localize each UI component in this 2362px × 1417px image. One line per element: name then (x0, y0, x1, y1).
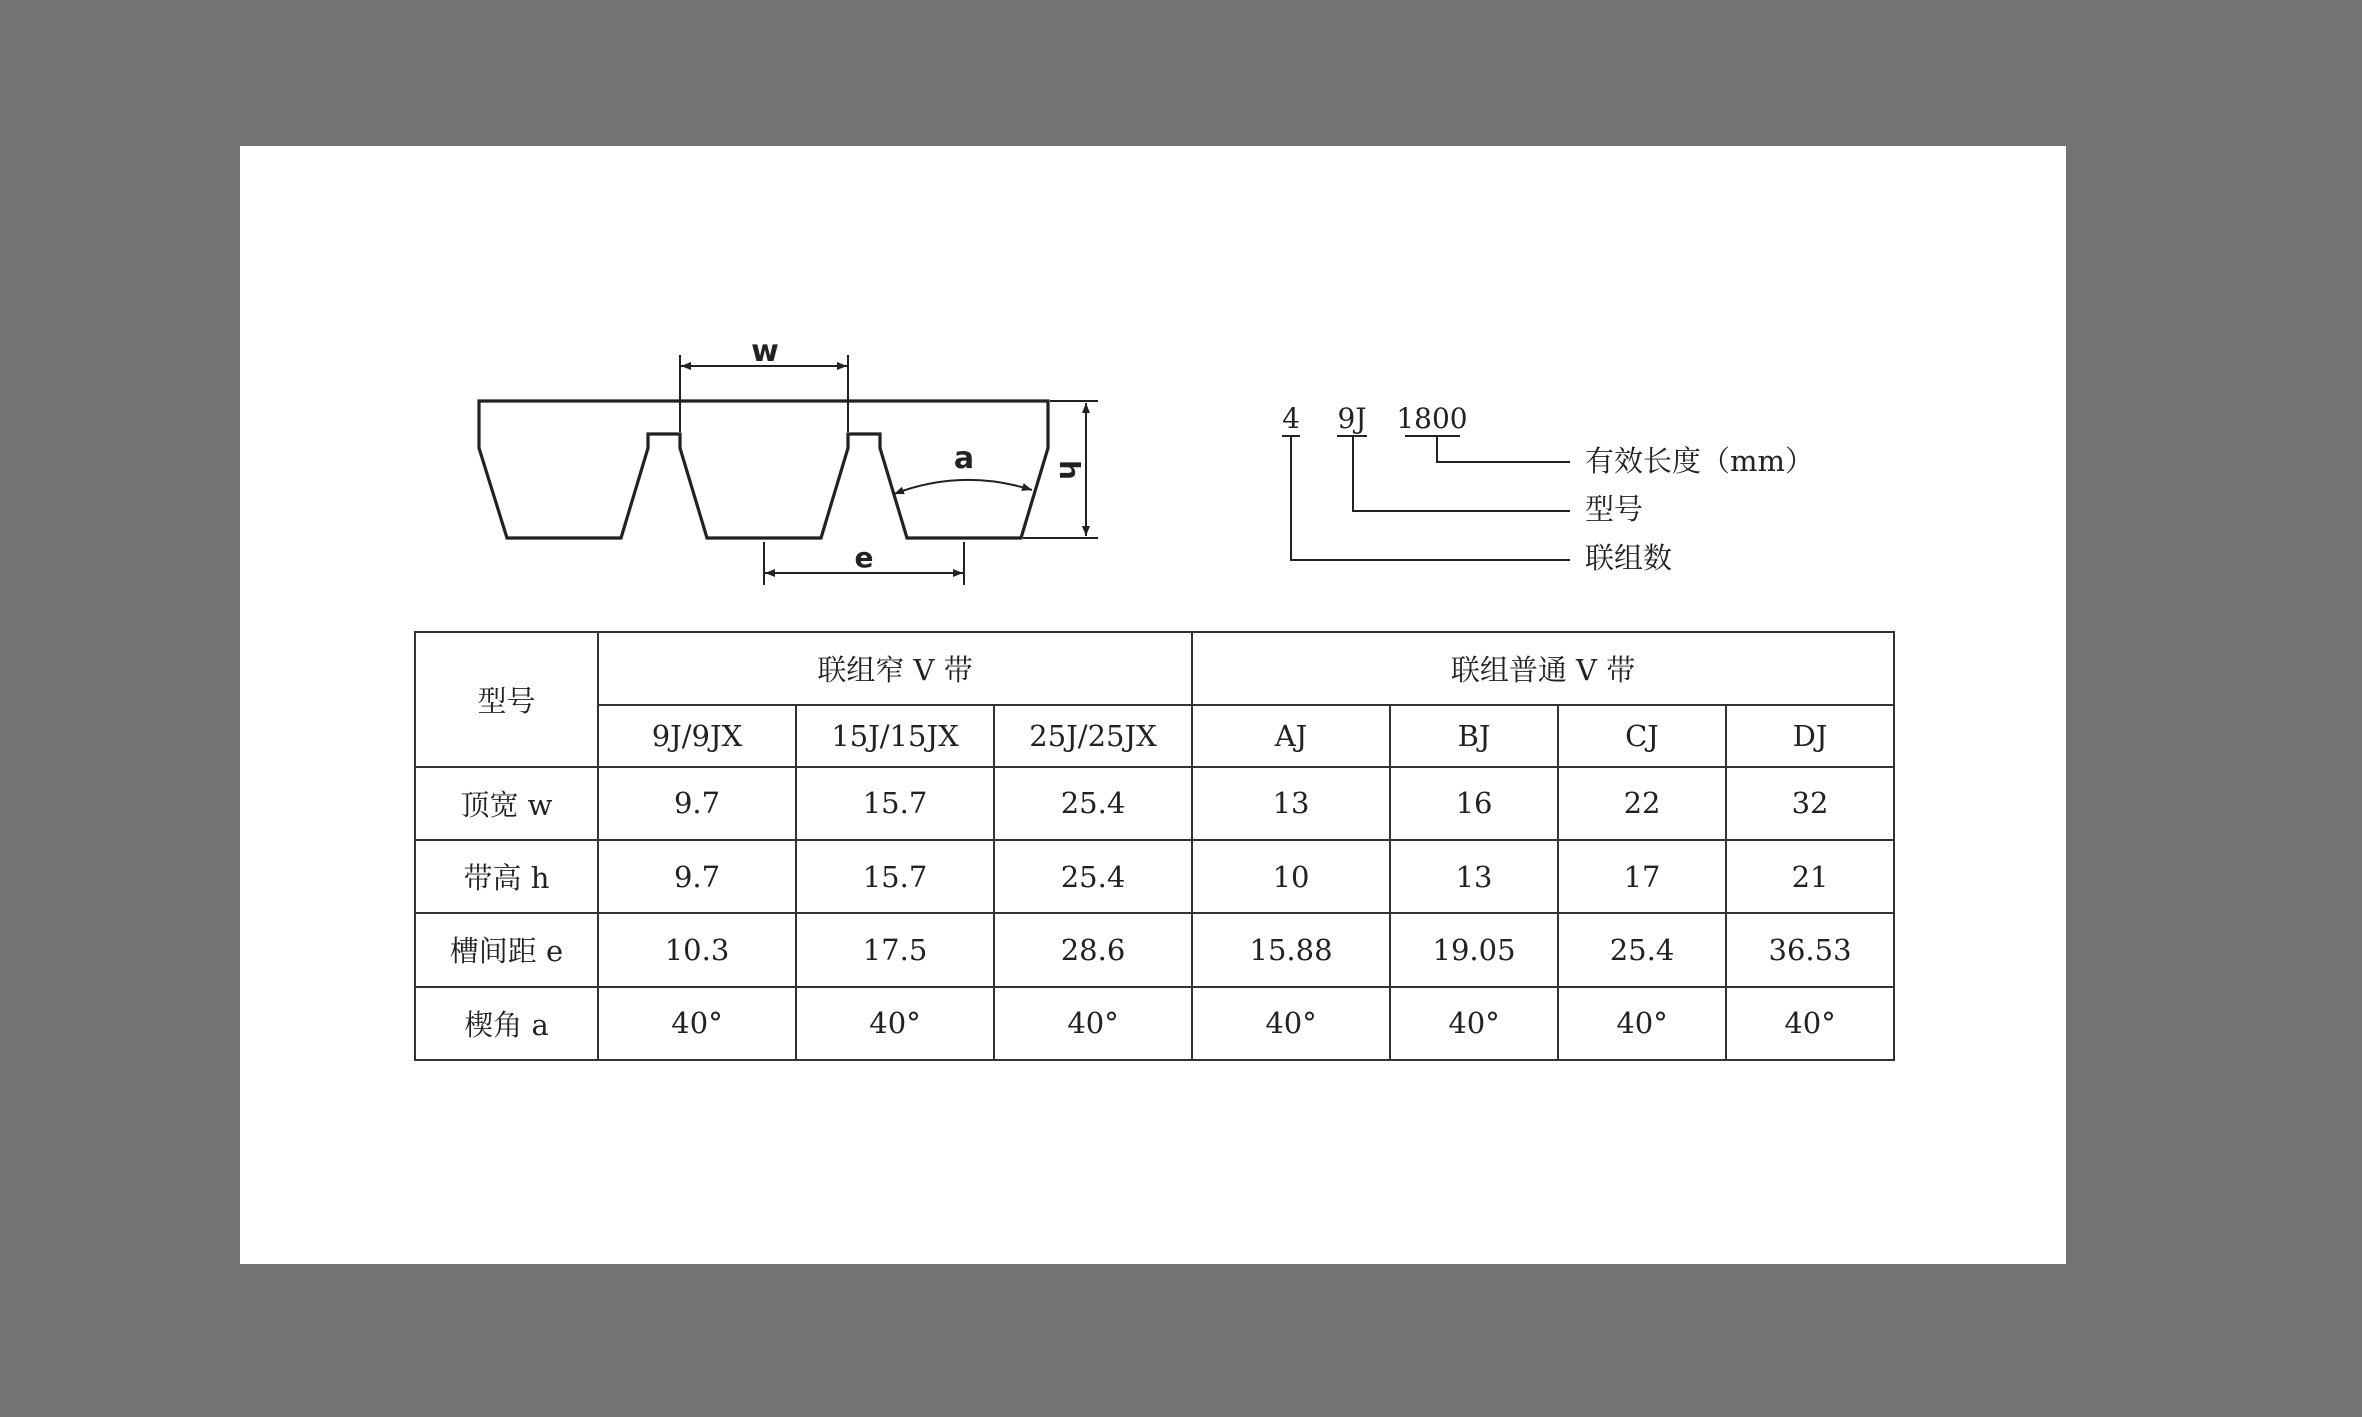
height-dimension (1023, 401, 1098, 538)
designation-example (1282, 402, 1814, 575)
column-header: 25J/25JX (994, 705, 1192, 766)
table-cell: 15.7 (796, 840, 994, 913)
row-label: 顶宽 w (415, 767, 598, 840)
table-cell: 15.88 (1192, 913, 1390, 986)
dim-label-h: h (1053, 460, 1086, 480)
dim-label-e: e (854, 541, 874, 574)
pitch-dimension (764, 541, 964, 585)
table-cell: 40° (598, 987, 796, 1060)
table-cell: 25.4 (1558, 913, 1726, 986)
group-classical-v-belt: 联组普通 V 带 (1192, 632, 1894, 705)
table-cell: 40° (1726, 987, 1894, 1060)
table-cell: 28.6 (994, 913, 1192, 986)
column-header: AJ (1192, 705, 1390, 766)
column-header: DJ (1726, 705, 1894, 766)
column-header: 9J/9JX (598, 705, 796, 766)
dim-label-w: w (751, 334, 779, 369)
table-cell: 36.53 (1726, 913, 1894, 986)
table-cell: 40° (1558, 987, 1726, 1060)
table-cell: 13 (1192, 767, 1390, 840)
table-cell: 40° (994, 987, 1192, 1060)
table-row (415, 840, 1894, 913)
table-cell: 13 (1390, 840, 1558, 913)
table-cell: 9.7 (598, 840, 796, 913)
row-label: 楔角 a (415, 987, 598, 1060)
table-cell: 19.05 (1390, 913, 1558, 986)
spec-table (414, 631, 1895, 1061)
designation-part-count: 4 (1282, 402, 1300, 435)
table-cell: 9.7 (598, 767, 796, 840)
width-dimension (680, 334, 848, 432)
group-narrow-v-belt: 联组窄 V 带 (598, 632, 1192, 705)
column-header: CJ (1558, 705, 1726, 766)
table-cell: 32 (1726, 767, 1894, 840)
angle-dimension (894, 441, 1032, 494)
table-cell: 25.4 (994, 767, 1192, 840)
dim-label-a: a (953, 441, 975, 476)
table-cell: 10.3 (598, 913, 796, 986)
table-cell: 16 (1390, 767, 1558, 840)
table-row (415, 987, 1894, 1060)
table-cell: 17.5 (796, 913, 994, 986)
header-type-cell: 型号 (415, 632, 598, 767)
designation-part-length: 1800 (1396, 402, 1468, 435)
table-cell: 22 (1558, 767, 1726, 840)
table-cell: 40° (1390, 987, 1558, 1060)
column-header: 15J/15JX (796, 705, 994, 766)
table-subheader-row (415, 705, 1894, 766)
table-cell: 21 (1726, 840, 1894, 913)
row-label: 槽间距 e (415, 913, 598, 986)
table-cell: 40° (1192, 987, 1390, 1060)
label-group-count: 联组数 (1585, 541, 1673, 575)
column-header: BJ (1390, 705, 1558, 766)
row-label: 带高 h (415, 840, 598, 913)
table-cell: 40° (796, 987, 994, 1060)
table-row (415, 913, 1894, 986)
label-type: 型号 (1585, 492, 1644, 526)
designation-part-type: 9J (1337, 402, 1367, 435)
table-cell: 10 (1192, 840, 1390, 913)
label-effective-length: 有效长度（mm） (1585, 444, 1814, 478)
table-cell: 25.4 (994, 840, 1192, 913)
table-cell: 15.7 (796, 767, 994, 840)
table-header-row (415, 632, 1894, 705)
table-row (415, 767, 1894, 840)
table-cell: 17 (1558, 840, 1726, 913)
